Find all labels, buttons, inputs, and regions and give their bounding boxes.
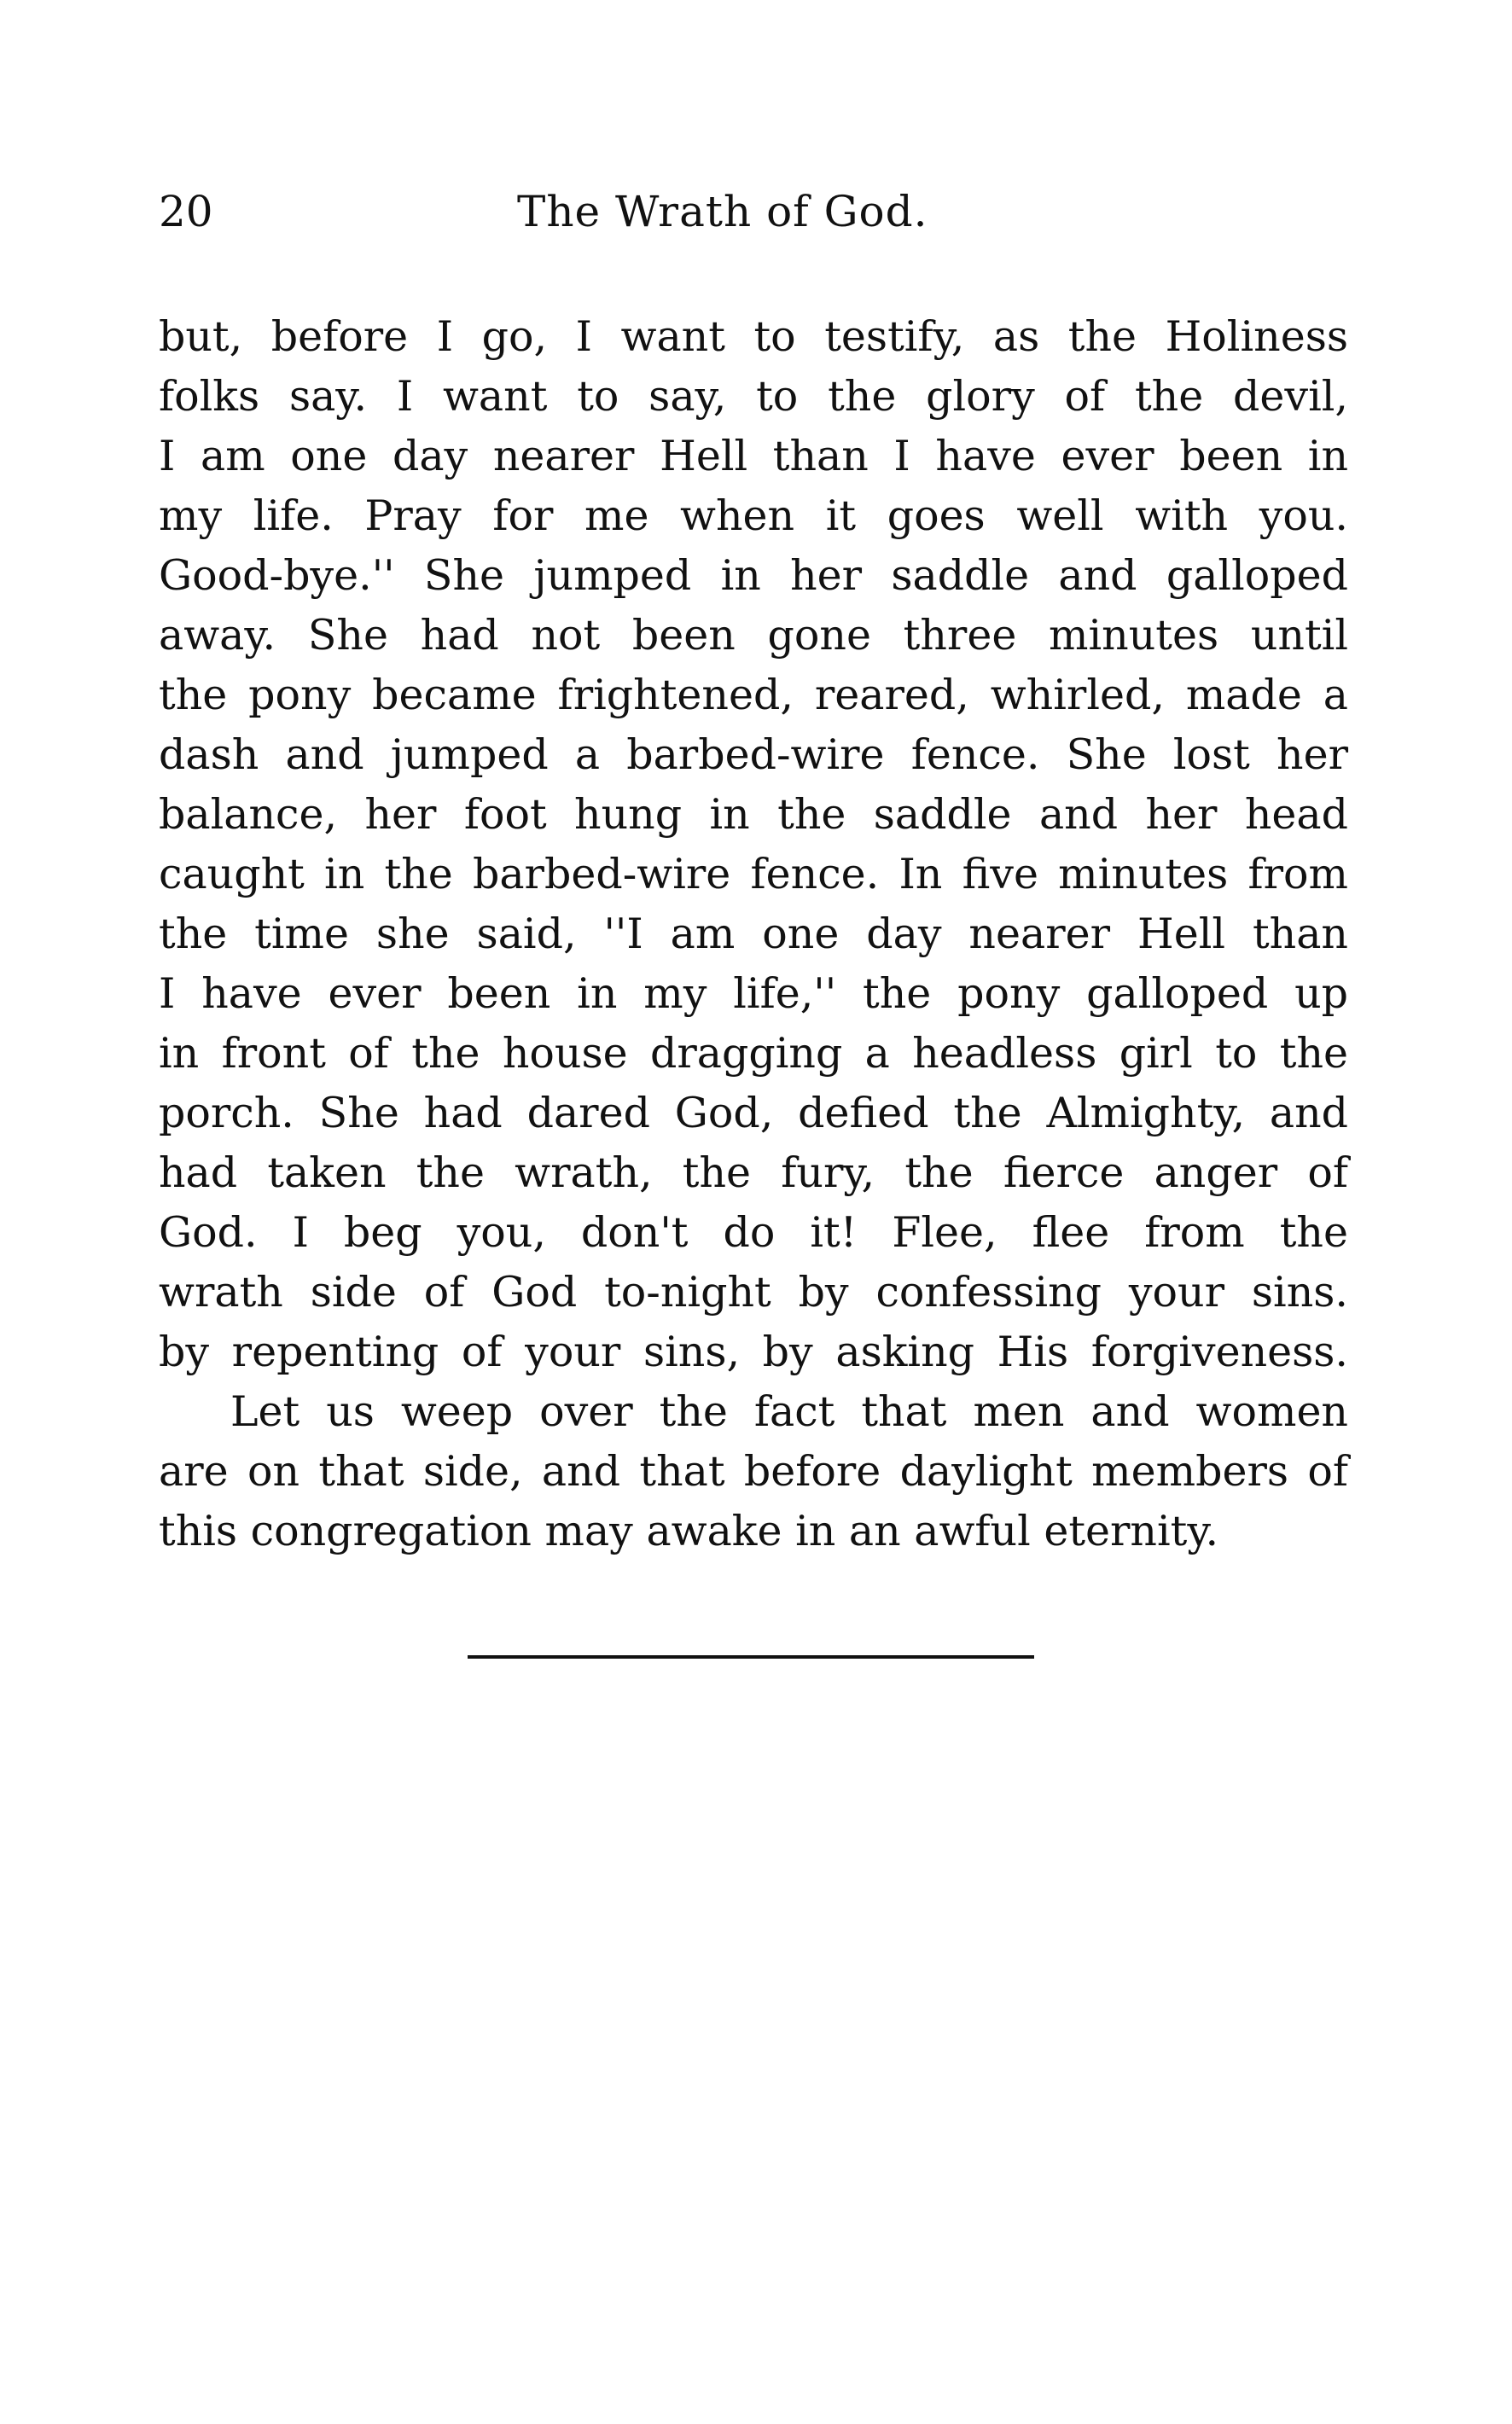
text-line: dash and jumped a barbed-wire fence. She lost her bbox=[159, 730, 1348, 779]
text-line: caught in the barbed-wire fence. In five minutes from bbox=[159, 850, 1348, 898]
text-line: are on that side, and that before daylight members of bbox=[159, 1447, 1348, 1496]
text-line: my life. Pray for me when it goes well with you. bbox=[159, 491, 1348, 540]
text-line: away. She had not been gone three minutes until bbox=[159, 611, 1348, 660]
text-line: I am one day nearer Hell than I have ever been in bbox=[159, 432, 1348, 480]
text-line: in front of the house dragging a headless girl to the bbox=[159, 1029, 1348, 1078]
text-line: folks say. I want to say, to the glory of the devil, bbox=[159, 372, 1348, 421]
paragraph bbox=[159, 307, 1348, 1382]
text-line: the pony became frightened, reared, whirled, made a bbox=[159, 671, 1348, 719]
text-line: Let us weep over the fact that men and women bbox=[230, 1387, 1348, 1436]
body-text bbox=[159, 307, 1348, 1561]
text-line: but, before I go, I want to testify, as the Holiness bbox=[159, 312, 1348, 361]
text-line: Good-bye.'' She jumped in her saddle and galloped bbox=[159, 551, 1348, 600]
text-line: the time she said, ''I am one day nearer Hell than bbox=[159, 910, 1348, 958]
running-title: The Wrath of God. bbox=[517, 187, 928, 236]
text-line: balance, her foot hung in the saddle and her head bbox=[159, 790, 1348, 839]
text-line: porch. She had dared God, defied the Almighty, and bbox=[159, 1089, 1348, 1137]
text-line: had taken the wrath, the fury, the fierce anger of bbox=[159, 1148, 1348, 1197]
page-header bbox=[159, 177, 1348, 246]
text-line: I have ever been in my life,'' the pony galloped up bbox=[159, 969, 1348, 1018]
paragraph bbox=[159, 1382, 1348, 1561]
section-divider bbox=[468, 1655, 1034, 1659]
text-line: by repenting of your sins, by asking His forgiveness. bbox=[159, 1328, 1348, 1376]
text-line: this congregation may awake in an awful eternity. bbox=[159, 1507, 1219, 1555]
text-line: God. I beg you, don't do it! Flee, flee from the bbox=[159, 1208, 1348, 1257]
text-line: wrath side of God to-night by confessing your sins. bbox=[159, 1268, 1348, 1317]
page-number: 20 bbox=[159, 187, 213, 236]
